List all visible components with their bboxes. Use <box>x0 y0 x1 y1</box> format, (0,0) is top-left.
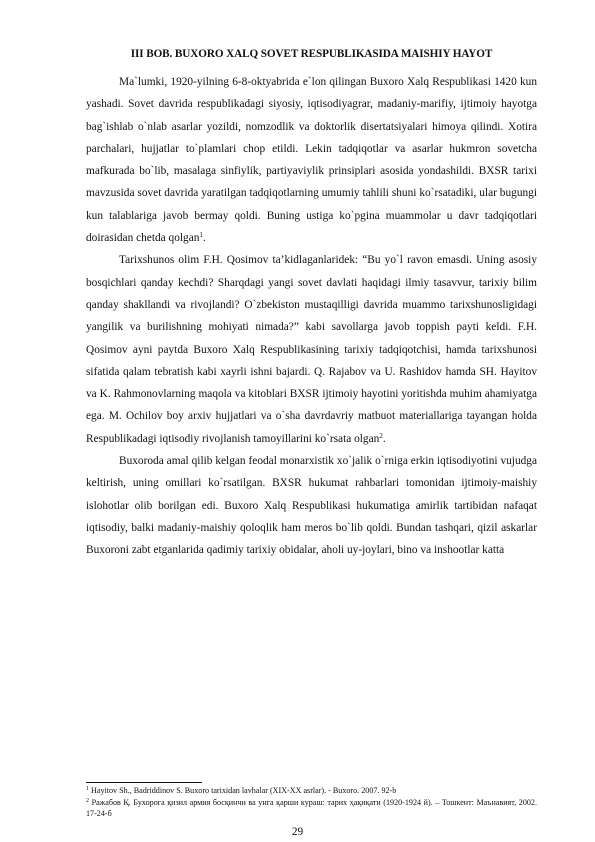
paragraph-2 <box>86 249 537 450</box>
body-text <box>86 71 537 562</box>
chapter-heading: III BOB. BUXORO XALQ SOVET RESPUBLIKASIDA MAISHIY HAYOT <box>130 48 493 60</box>
footnotes <box>86 785 537 820</box>
footnote-text: Ражабов Қ. Бухорога қизил армия босқинчи ва унга қарши кураш: тарих ҳақиқати (1920-1924 й). – Тошкент: Маънавият, 2002. 17-24-б <box>86 798 537 818</box>
footnote-text: Hayitov Sh., Badriddinov S. Buxoro tarixidan lavhalar (XIX-XX asrlar). - Buxoro. 2007. 92-b <box>91 786 397 795</box>
paragraph-1 <box>86 71 537 249</box>
paragraph-text: Buxoroda amal qilib kelgan feodal monarxistik xo`jalik o`rniga erkin iqtisodiyotini vujudga keltirish, uning omillari ko`rsatilgan. BXSR hukumat rahbarlari tomonidan ijtimoiy-maishiy islohotlar olib borilgan edi. Buxoro Xalq Respublikasi hukumatiga amirlik tartibidan nafaqat iqtisodiy, balki madaniy-maishiy qoloqlik ham meros bo`lib qoldi. Bundan tashqari, qizil askarlar Buxoroni zabt etganlarida qadimiy tarixiy obidalar, aholi uy-joylari, bino va inshootlar katta <box>86 455 537 557</box>
footnote-ref-2[interactable]: 2 <box>379 431 383 440</box>
paragraph-3 <box>86 450 537 561</box>
footnote-ref-1[interactable]: 1 <box>199 231 203 240</box>
paragraph-tail: . <box>382 432 386 445</box>
footnote-number: 2 <box>86 798 89 804</box>
footnote-divider <box>86 782 202 783</box>
footnote-2 <box>86 797 537 819</box>
paragraph-text: Tarixshunos olim F.H. Qosimov ta’kidlaganlaridek: “Bu yo`l ravon emasdi. Uning asosiy bosqichlari qanday kechdi? Sharqdagi yangi sovet davlati haqidagi ilmiy tasavvur, tarixiy bilim qanday shakllandi va rivojlandi? O`zbekiston mustaqilligi davrida muammo tarixshunosligidagi yangilik va burilishning mohiyati nimada?” kabi savollarga javob toppish payti keldi. F.H. Qosimov ayni paytda Buxoro Xalq Respublikasining tarixiy tadqiqotchisi, hamda tarixshunosi sifatida qalam tebratish kabi xayrli ishni bajardi. Q. Rajabov va U. Rashidov hamda SH. Hayitov va K. Rahmonovlarning maqola va kitoblari BXSR ijtimoiy hayotini yoritishda muhim ahamiyatga ega. M. Ochilov boy arxiv hujjatlari va o`sha davrdavriy matbuot materiallariga tayangan holda Respublikadagi iqtisodiy rivojlanish tamoyillarini ko`rsata olgan <box>86 254 537 445</box>
paragraph-text: Ma`lumki, 1920-yilning 6-8-oktyabrida e`lon qilingan Buxoro Xalq Respublikasi 1420 kun yashadi. Sovet davrida respublikadagi siyosiy, iqtisodiyagrar, madaniy-marifiy, ijtimoiy hayotga bag`ishlab o`nlab asarlar yozildi, nomzodlik va doktorlik disertatsiyalari himoya qilindi. Xotira parchalari, hujjatlar to`plamlari chop etildi. Lekin tadqiqotlar va asarlar hukmron sovetcha mafkurada bo`lib, masalaga sinfiylik, partiyaviylik prinsiplari asosida yondashildi. BXSR tarixi mavzusida sovet davrida yaratilgan tadqiqotlarning umumiy tahlili shuni ko`rsatadiki, ular bugungi kun talablariga javob bermay qoldi. Buning ustiga ko`pgina muammolar u davr tadqiqotlari doirasidan chetda qolgan <box>86 76 537 245</box>
footnote-number: 1 <box>86 786 89 792</box>
page-number: 29 <box>291 826 304 838</box>
paragraph-tail: . <box>202 232 206 245</box>
footnote-1 <box>86 785 537 796</box>
